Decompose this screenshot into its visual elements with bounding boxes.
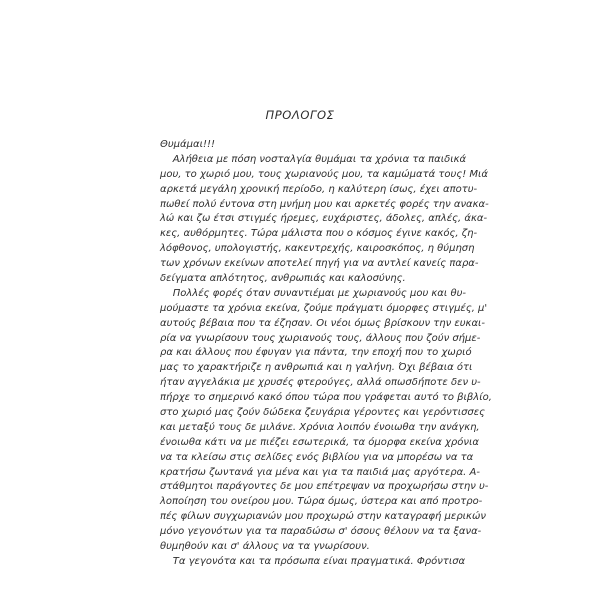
text-line: μας το χαρακτήριζε η ανθρωπιά και η γαλήνη. Όχι βέβαια ότι	[160, 362, 473, 374]
text-line: Αλήθεια με πόση νοσταλγία θυμάμαι τα χρόνια τα παιδικά	[160, 153, 467, 165]
text-line: κες, αυθόρμητες. Τώρα μάλιστα που ο κόσμος έγινε κακός, ζη-	[160, 228, 478, 240]
text-line: μόνο γεγονότων για τα παραδώσω σ' όσους θέλουν να τα ξανα-	[160, 526, 482, 538]
text-line: πήρχε το σημερινό κακό όπου τώρα που γράφεται αυτό το βιβλίο,	[160, 392, 492, 404]
text-line: αρκετά μεγάλη χρονική περίοδο, η καλύτερη ίσως, έχει αποτυ-	[160, 183, 478, 195]
text-line: πωθεί πολύ έντονα στη μνήμη μου και αρκετές φορές την ανακα-	[160, 198, 489, 210]
text-line: και μεταξύ τους δε μιλάνε. Χρόνια λοιπόν ένοιωθα την ανάγκη,	[160, 421, 480, 433]
text-line: πές φίλων συγχωριανών μου προχωρώ στην καταγραφή μερικών	[160, 511, 486, 523]
text-line: μου, το χωριό μου, τους χωριανούς μου, τα καμώματά τους! Μιά	[160, 168, 488, 180]
text-line: να τα κλείσω στις σελίδες ενός βιβλίου για να μπορέσω να τα	[160, 451, 474, 463]
text-line: ήταν αγγελάκια με χρυσές φτερούγες, αλλά οπωσδήποτε δεν υ-	[160, 377, 481, 389]
text-line: Θυμάμαι!!!	[160, 139, 215, 150]
text-line: αυτούς βέβαια που τα έζησαν. Οι νέοι όμως βρίσκουν την ευκαι-	[160, 317, 486, 329]
text-line: θυμηθούν και σ' άλλους να τα γνωρίσουν.	[160, 541, 370, 553]
text-line: ένοιωθα κάτι να με πιέζει εσωτερικά, τα όμορφα εκείνα χρόνια	[160, 436, 479, 448]
text-line: των χρόνων εκείνων αποτελεί πηγή για να αντλεί κανείς παρα-	[160, 258, 479, 270]
text-line: δείγματα απλότητος, ανθρωπιάς και καλοσύνης.	[160, 273, 406, 285]
text-line: μούμαστε τα χρόνια εκείνα, ζούμε πράγματι όμορφες στιγμές, μ'	[160, 302, 488, 314]
text-line: ρα και άλλους που έφυγαν για πάντα, την εποχή που το χωριό	[160, 347, 472, 359]
text-line: λώ και ζω έτσι στιγμές ήρεμες, ευχάριστες, άδολες, απλές, άκα-	[160, 213, 488, 225]
text-line: λοποίηση του ονείρου μου. Τώρα όμως, ύστερα και από προτρο-	[160, 496, 483, 508]
text-line: στο χωριό μας ζούν δώδεκα ζευγάρια γέροντες και γερόντισσες	[160, 407, 486, 419]
text-line: κρατήσω ζωντανά για μένα και για τα παιδιά μας αργότερα. Α-	[160, 466, 480, 478]
page-title: ΠΡΟΛΟΓΟΣ	[265, 108, 335, 122]
text-line: ρία να γνωρίσουν τους χωριανούς τους, άλλους που ζούν σήμε-	[160, 332, 481, 344]
text-line: Πολλές φορές όταν συναντιέμαι με χωριανούς μου και θυ-	[160, 287, 466, 299]
text-line: λόφθονος, υπολογιστής, κακεντρεχής, καιροσκόπος, η θύμηση	[160, 243, 475, 255]
text-line: Τα γεγονότα και τα πρόσωπα είναι πραγματικά. Φρόντισα	[160, 555, 466, 567]
text-line: στάθμητοι παράγοντες δε μου επέτρεψαν να προχωρήσω στην υ-	[160, 481, 489, 493]
body-text	[160, 138, 492, 570]
